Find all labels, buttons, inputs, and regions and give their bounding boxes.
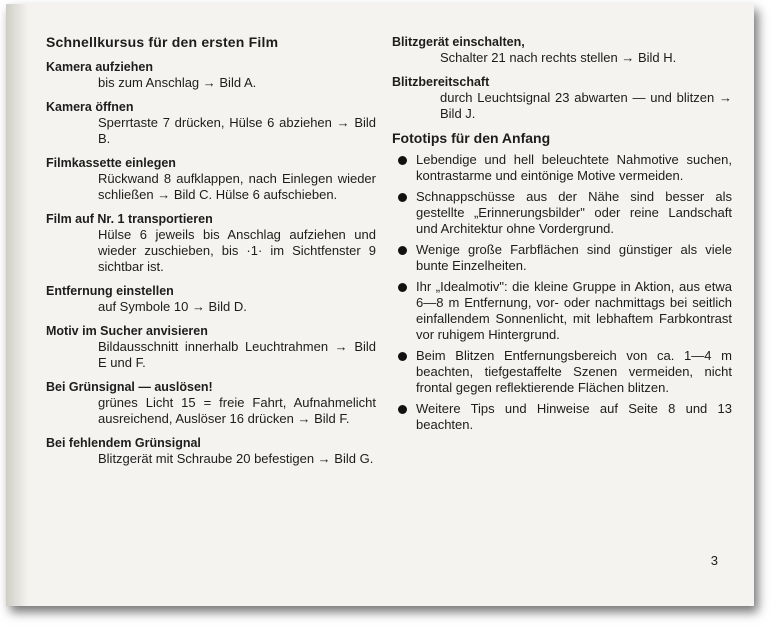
tip-text: Lebendige und hell beleuchtete Nahmotive suchen, kontrastarme und eintönige Motive vermeiden.: [416, 152, 732, 183]
bullet-icon: [398, 193, 407, 202]
tip-item: [392, 242, 732, 274]
step-text: Rückwand 8 aufklappen, nach Einlegen wieder schließen → Bild C. Hülse 6 aufschieben.: [98, 171, 376, 202]
step-blitzgeraet-einschalten: [392, 34, 732, 66]
step-text: Hülse 6 jeweils bis Anschlag aufziehen und wieder zuschieben, bis ·1· im Sichtfenster 9 sichtbar ist.: [98, 227, 376, 274]
left-column: [46, 34, 376, 475]
step-blitzbereitschaft: [392, 74, 732, 122]
bullet-icon: [398, 246, 407, 255]
step-title: Bei fehlendem Grünsignal: [46, 436, 201, 450]
right-column: [392, 34, 732, 438]
step-text: bis zum Anschlag → Bild A.: [98, 75, 257, 90]
step-title: Blitzbereitschaft: [392, 75, 490, 89]
step-title: Bei Grünsignal — auslösen!: [46, 380, 213, 394]
step-gruensignal-ausloesen: [46, 379, 376, 427]
step-text: auf Symbole 10 → Bild D.: [98, 299, 247, 314]
step-title: Kamera öffnen: [46, 100, 134, 114]
step-kamera-oeffnen: [46, 99, 376, 147]
step-title: Kamera aufziehen: [46, 60, 153, 74]
step-kamera-aufziehen: [46, 59, 376, 91]
step-title: Filmkassette einlegen: [46, 156, 176, 170]
step-title: Blitzgerät einschalten,: [392, 35, 525, 49]
tip-text: Weitere Tips und Hinweise auf Seite 8 und 13 beachten.: [416, 401, 732, 432]
step-film-transportieren: [46, 211, 376, 275]
step-text: durch Leuchtsignal 23 abwarten — und blitzen → Bild J.: [440, 90, 732, 121]
step-text: Blitzgerät mit Schraube 20 befestigen → Bild G.: [98, 451, 374, 466]
tip-item: [392, 279, 732, 343]
step-text: grünes Licht 15 = freie Fahrt, Aufnahmelicht ausreichend, Auslöser 16 drücken → Bild F.: [98, 395, 376, 426]
step-text: Bildausschnitt innerhalb Leuchtrahmen → Bild E und F.: [98, 339, 376, 370]
step-motiv-anvisieren: [46, 323, 376, 371]
bullet-icon: [398, 352, 407, 361]
step-fehlendes-gruensignal: [46, 435, 376, 467]
step-text: Sperrtaste 7 drücken, Hülse 6 abziehen → Bild B.: [98, 115, 376, 146]
tip-text: Ihr „Idealmotiv": die kleine Gruppe in Aktion, aus etwa 6—8 m Entfernung, vor- oder nachmittags bei seitlich einfallendem Sonnenlicht, mit lebhaftem Farbkontrast vor ruhigem Hintergrund.: [416, 279, 732, 342]
tip-text: Wenige große Farbflächen sind günstiger als viele bunte Einzelheiten.: [416, 242, 732, 273]
step-text: Schalter 21 nach rechts stellen → Bild H.: [440, 50, 677, 65]
section-heading: Schnellkursus für den ersten Film: [46, 34, 279, 50]
tip-item: [392, 152, 732, 184]
tip-item: [392, 401, 732, 433]
tip-text: Schnappschüsse aus der Nähe sind besser als gestellte „Erinnerungsbilder" oder reine Landschaft und Architektur ohne Vordergrund.: [416, 189, 732, 236]
page-number: 3: [710, 553, 718, 568]
bullet-icon: [398, 283, 407, 292]
step-title: Motiv im Sucher anvisieren: [46, 324, 208, 338]
step-title: Entfernung einstellen: [46, 284, 174, 298]
tip-item: [392, 348, 732, 396]
tip-item: [392, 189, 732, 237]
tips-heading: Fototips für den Anfang: [392, 130, 551, 146]
manual-page: [6, 4, 754, 606]
bullet-icon: [398, 405, 407, 414]
tip-text: Beim Blitzen Entfernungsbereich von ca. 1—4 m beachten, tiefgestaffelte Szenen vermeiden, nicht frontal gegen reflektierende Flächen blitzen.: [416, 348, 732, 395]
step-title: Film auf Nr. 1 transportieren: [46, 212, 213, 226]
step-entfernung-einstellen: [46, 283, 376, 315]
step-filmkassette-einlegen: [46, 155, 376, 203]
bullet-icon: [398, 156, 407, 165]
